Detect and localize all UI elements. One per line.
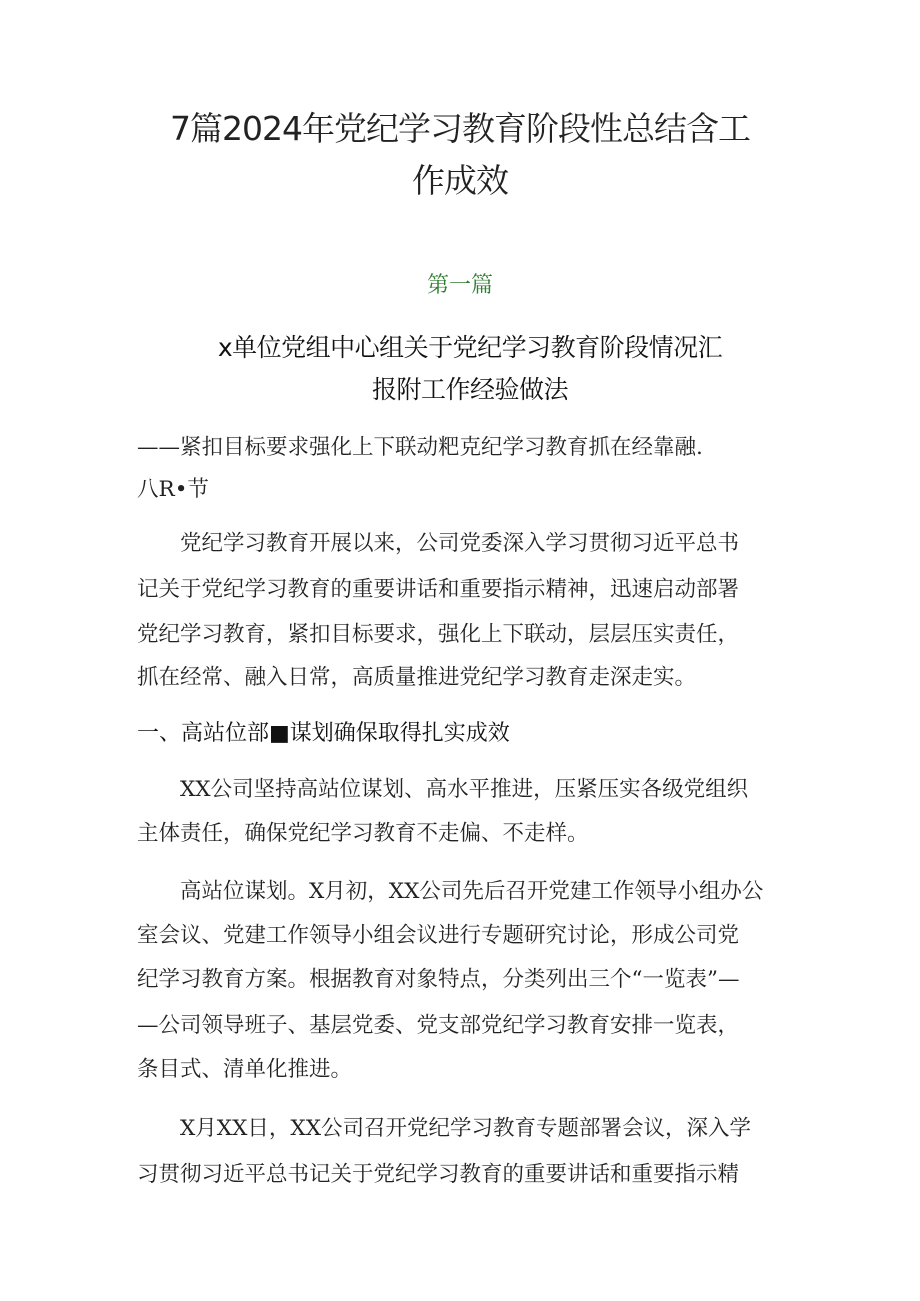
document-title — [120, 103, 800, 207]
paragraph-2-line-3: 纪学习教育方案。根据教育对象特点，分类列出三个“一览表”— — [137, 967, 740, 992]
paragraph-1-line-1: XX公司坚持高站位谋划、高水平推进，压紧压实各级党组织 — [137, 777, 749, 802]
article-title — [140, 327, 800, 411]
article-title-line-2: 报附工作经验做法 — [371, 375, 568, 404]
intro-paragraph-line-4: 抓在经常、融入日常，高质量推进党纪学习教育走深走实。 — [137, 665, 697, 690]
intro-paragraph-line-3: 党纪学习教育，紧扣目标要求，强化上下联动，层层压实责任， — [137, 622, 740, 647]
article-title-line-1: x单位党组中心组关于党纪学习教育阶段情况汇 — [217, 333, 723, 362]
document-title-line-2: 作成效 — [412, 161, 508, 200]
intro-paragraph-line-2: 记关于党纪学习教育的重要讲话和重要指示精神，迅速启动部署 — [137, 577, 740, 602]
paragraph-2-line-2: 室会议、党建工作领导小组会议进行专题研究讨论，形成公司党 — [137, 923, 740, 948]
section-heading-1: 一、高站位部■谋划确保取得扎实成效 — [137, 721, 510, 746]
intro-paragraph-line-1: 党纪学习教育开展以来，公司党委深入学习贯彻习近平总书 — [137, 531, 740, 556]
paragraph-2-line-5: 条目式、清单化推进。 — [137, 1057, 353, 1082]
document-title-line-1: 7篇2024年党纪学习教育阶段性总结含工 — [170, 109, 750, 148]
subtitle-line-1: ——紧扣目标要求强化上下联动粑克纪学习教育抓在经靠融. — [137, 435, 703, 460]
paragraph-1-line-2: 主体责任，确保党纪学习教育不走偏、不走样。 — [137, 821, 589, 846]
paragraph-3-line-1: X月XX日，XX公司召开党纪学习教育专题部署会议，深入学 — [137, 1116, 752, 1141]
paragraph-3-line-2: 习贯彻习近平总书记关于党纪学习教育的重要讲话和重要指示精 — [137, 1162, 740, 1187]
paragraph-2-line-1: 高站位谋划。X月初，XX公司先后召开党建工作领导小组办公 — [137, 879, 764, 904]
paragraph-2-line-4: —公司领导班子、基层党委、党支部党纪学习教育安排一览表， — [137, 1013, 740, 1038]
subtitle-line-2: 八R•节 — [137, 477, 209, 502]
section-label: 第一篇 — [426, 273, 493, 298]
